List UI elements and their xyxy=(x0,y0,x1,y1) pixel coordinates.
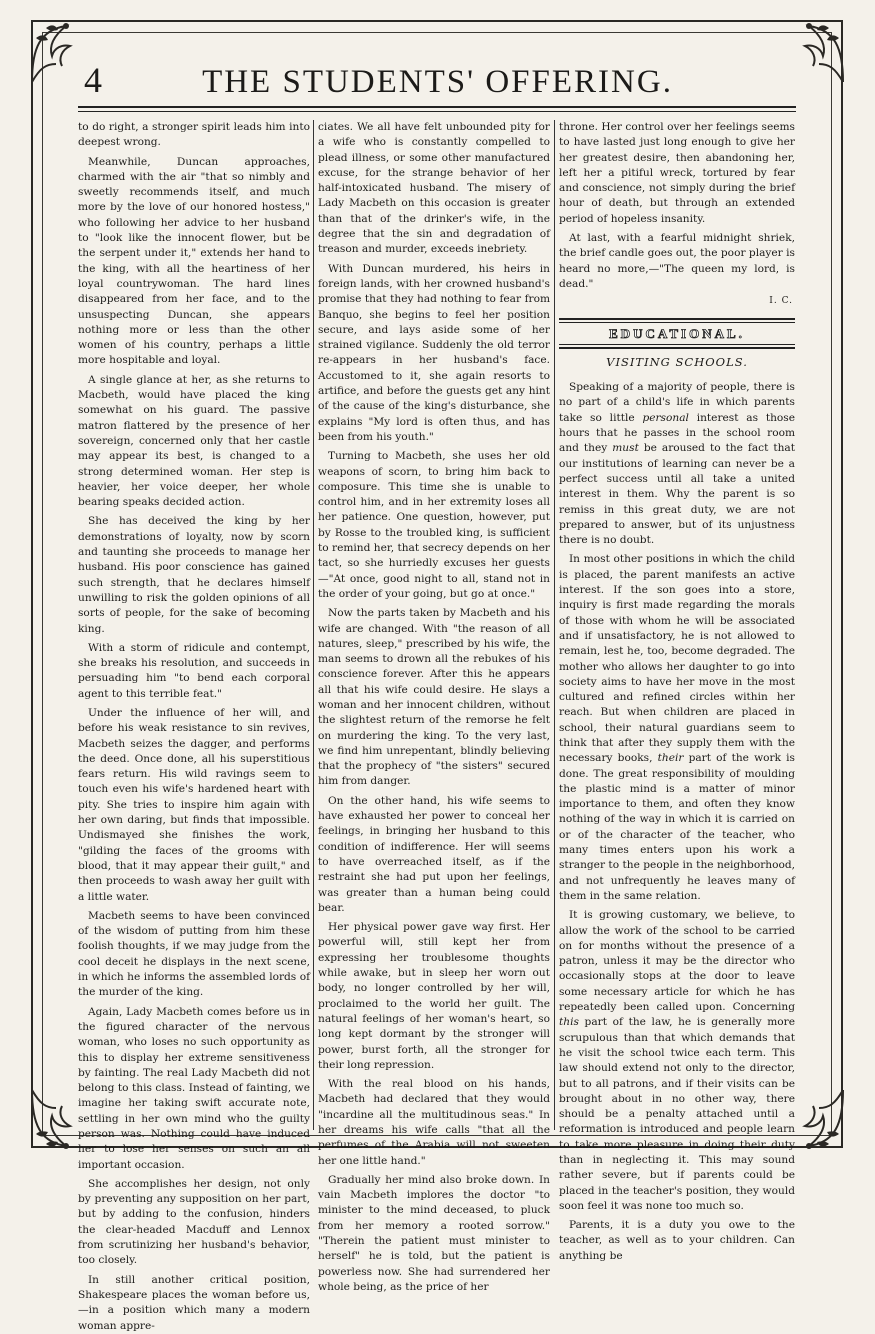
paragraph: Turning to Macbeth, she uses her old weapons of scorn, to bring him back to composure. This time she is unable to control him, and in her extremity loses all her patience. One question, however, put by Rosse to the troubled king, is sufficient to remind her, that secrecy depends on her tact, so she hurriedly excuses her guests—"At once, good night to all, stand not in the order of your going, but go at once." xyxy=(318,450,550,600)
paragraph: to do right, a stronger spirit leads him into deepest wrong. xyxy=(78,121,310,149)
page-number: 4 xyxy=(84,60,102,100)
paragraph: Her physical power gave way first. Her powerful will, still kept her from expressing her troublesome thoughts while awake, but in sleep her worn out body, no longer controlled by her will, proclaimed to the world her guilt. The natural feelings of her woman's heart, so long kept dormant by the stronger will power, burst forth, all the stronger for their long repression. xyxy=(318,921,550,1071)
paragraph: She has deceived the king by her demonstrations of loyalty, now by scorn and taunting she proceeds to manage her husband. His poor conscience has gained such strength, that he declares himself unwilling to risk the golden opinions of all sorts of people, for the sake of becoming king. xyxy=(78,515,310,635)
paragraph: Now the parts taken by Macbeth and his wife are changed. With "the reason of all natures, sleep," prescribed by his wife, the man seems to drown all the rebukes of his conscience forever. After this he appears all that his wife could desire. He slays a woman and her innocent children, without the slightest return of the remorse he felt on murdering the king. To the very last, we find him unrepentant, blindly believing that the prophecy of "the sisters" secured him from danger. xyxy=(318,607,550,788)
paragraph: On the other hand, his wife seems to have exhausted her power to conceal her feelings, in bringing her husband to this condition of indifference. Her will seems to have overreached itself, as if the restraint she had put upon her feelings, was greater than a human being could bear. xyxy=(318,794,550,914)
paragraph: Parents, it is a duty you owe to the teacher, as well as to your children. Can anything be xyxy=(559,1219,795,1262)
author-initials: I. C. xyxy=(769,296,793,307)
page-header xyxy=(80,62,795,104)
paragraph: In still another critical position, Shakespeare places the woman before us,—in a position which many a modern woman appre- xyxy=(78,1273,310,1332)
paragraph: It is growing customary, we believe, to allow the work of the school to be carried on for months without the presence of a patron, unless it may be the director who occasionally stops at the door to leave some necessary article for which he has repeatedly been called upon. Concerning this part of the law, he is generally more scrupulous than that which demands that he visit the school twice each term. This law should extend not only to the director, but to all patrons, and if their visits can be brought about in no other way, there should be a penalty attached until a reformation is introduced and people learn to take more pleasure in doing their duty than in neglecting it. This may sound rather severe, but if parents could be placed in the teacher's position, they would soon feel it was none too much so. xyxy=(559,909,795,1212)
header-rule xyxy=(78,106,796,108)
paragraph: throne. Her control over her feelings seems to have lasted just long enough to give her her greatest desire, then abandoning her, left her a pitiful wreck, tortured by fear and conscience, not simply during the brief hour of death, but through an extended period of hopeless insanity. xyxy=(559,121,795,225)
paragraph: ciates. We all have felt unbounded pity for a wife who is constantly compelled to plead illness, or some other manufactured excuse, for the strange behavior of her half-intoxicated husband. The misery of Lady Macbeth on this occasion is greater than that of the drinker's wife, in the degree that the sin and degradation of treason and murder, exceeds inebriety. xyxy=(318,121,550,256)
paragraph: Under the influence of her will, and before his weak resistance to sin revives, Macbeth seizes the dagger, and performs the deed. Once done, all his superstitious fears return. His wild ravings seem to touch even his wife's hardened heart with pity. She tries to inspire him again with her own daring, but finds that impossible. Undismayed she finishes the work, "gilding the faces of the grooms with blood, that it may appear their guilt," and then proceeds to wash away her guilt with a little water. xyxy=(78,706,310,903)
paragraph: With a storm of ridicule and contempt, she breaks his resolution, and succeeds in persuading him "to bend each corporal agent to this terrible feat." xyxy=(78,641,310,700)
column-3 xyxy=(559,120,796,1262)
article-columns xyxy=(78,120,798,1332)
paragraph: Gradually her mind also broke down. In vain Macbeth implores the doctor "to minister to the mind deceased, to pluck from her memory a rooted sorrow." "Therein the patient must minister to herself" he is told, but the patient is powerless now. She had surrendered her whole being, as the price of her xyxy=(318,1173,550,1293)
paragraph: Macbeth seems to have been convinced of the wisdom of putting from him these foolish thoughts, if we may judge from the cool deceit he displays in the next scene, in which he informs the assembled lords of the murder of the king. xyxy=(78,909,310,999)
header-rule-thin xyxy=(78,111,796,112)
paragraph: Speaking of a majority of people, there is no part of a child's life in which parents take so little personal interest as those hours that he passes in the school room and they must be aroused to the fact that our institutions of learning can never be a perfect success until all take a united interest in them. Why the parent is so remiss in this great duty, we are not prepared to answer, but of its unjustness there is no doubt. xyxy=(559,381,796,547)
paragraph: In most other positions in which the child is placed, the parent manifests an active interest. If the son goes into a store, inquiry is first made regarding the morals of those with whom he will be associated and if unsatisfactory, he is not allowed to remain, lest he, too, become degraded. The mother who allows her daughter to go into society aims to have her move in the most cultured and refined circles within her reach. But when children are placed in school, their natural guardians seem to think that after they supply them with the necessary books, their part of the work is done. The great responsibility of moulding the plastic mind is a matter of minor importance to them, and often they know nothing of the way in which it is carried on or of the character of the teacher, who many times enters upon his work a stranger to the people in the neighborhood, and not unfrequently he leaves many of them in the same relation. xyxy=(559,553,795,902)
column-divider xyxy=(554,120,555,1130)
paragraph: She accomplishes her design, not only by preventing any supposition on her part, but by adding to the confusion, hinders the clear-headed Macduff and Lennox from scrutinizing her husband's behavior, too closely. xyxy=(78,1177,310,1267)
paragraph: Meanwhile, Duncan approaches, charmed with the air "that so nimbly and sweetly recommends itself, and much more by the love of our honored hostess," who following her advice to her husband to "look like the innocent flower, but be the serpent under it," extends her hand to the king, with all the heartiness of her loyal countrywoman. The hard lines disappeared from her face, and to the unsuspecting Duncan, she appears nothing more or less than the other women of his country, perhaps a little more hospitable and loyal. xyxy=(78,155,310,367)
paragraph: With Duncan murdered, his heirs in foreign lands, with her crowned husband's promise that they had nothing to fear from Banquo, she begins to feel her position secure, and lays aside some of her strained vigilance. Suddenly the old terror re-appears in her husband's face. Accustomed to it, she again resorts to artifice, and before the guests get any hint of the cause of the king's disturbance, she explains "My lord is often thus, and has been from his youth." xyxy=(318,262,550,443)
masthead-title: THE STUDENTS' OFFERING. xyxy=(202,64,673,100)
column-1 xyxy=(78,120,310,1332)
article-title: VISITING SCHOOLS. xyxy=(606,354,748,369)
paragraph: At last, with a fearful midnight shriek, the brief candle goes out, the poor player is heard no more,—"The queen my lord, is dead." xyxy=(559,232,795,290)
paragraph: Again, Lady Macbeth comes before us in the figured character of the nervous woman, who loses no such opportunity as this to display her extreme sensitiveness by fainting. The real Lady Macbeth did not belong to this class. Instead of fainting, we imagine her taking swift accurate note, settling in her own mind who the guilty person was. Nothing could have induced her to lose her senses on such an all important occasion. xyxy=(78,1005,310,1171)
paragraph: A single glance at her, as she returns to Macbeth, would have placed the king somewhat on his guard. The passive matron flattered by the presence of her sovereign, concerned only that her castle may appear its best, is changed to a strong determined woman. Her step is heavier, her voice deeper, her whole bearing speaks decided action. xyxy=(78,373,310,509)
section-title: EDUCATIONAL. xyxy=(559,322,795,345)
column-2 xyxy=(318,120,550,1293)
column-divider xyxy=(313,120,314,1130)
section-banner xyxy=(559,318,795,349)
paragraph: With the real blood on his hands, Macbeth had declared that they would "incardine all the multitudinous seas." In her dreams his wife calls "that all the perfumes of the Arabia will not sweeten her one little hand." xyxy=(318,1078,550,1167)
